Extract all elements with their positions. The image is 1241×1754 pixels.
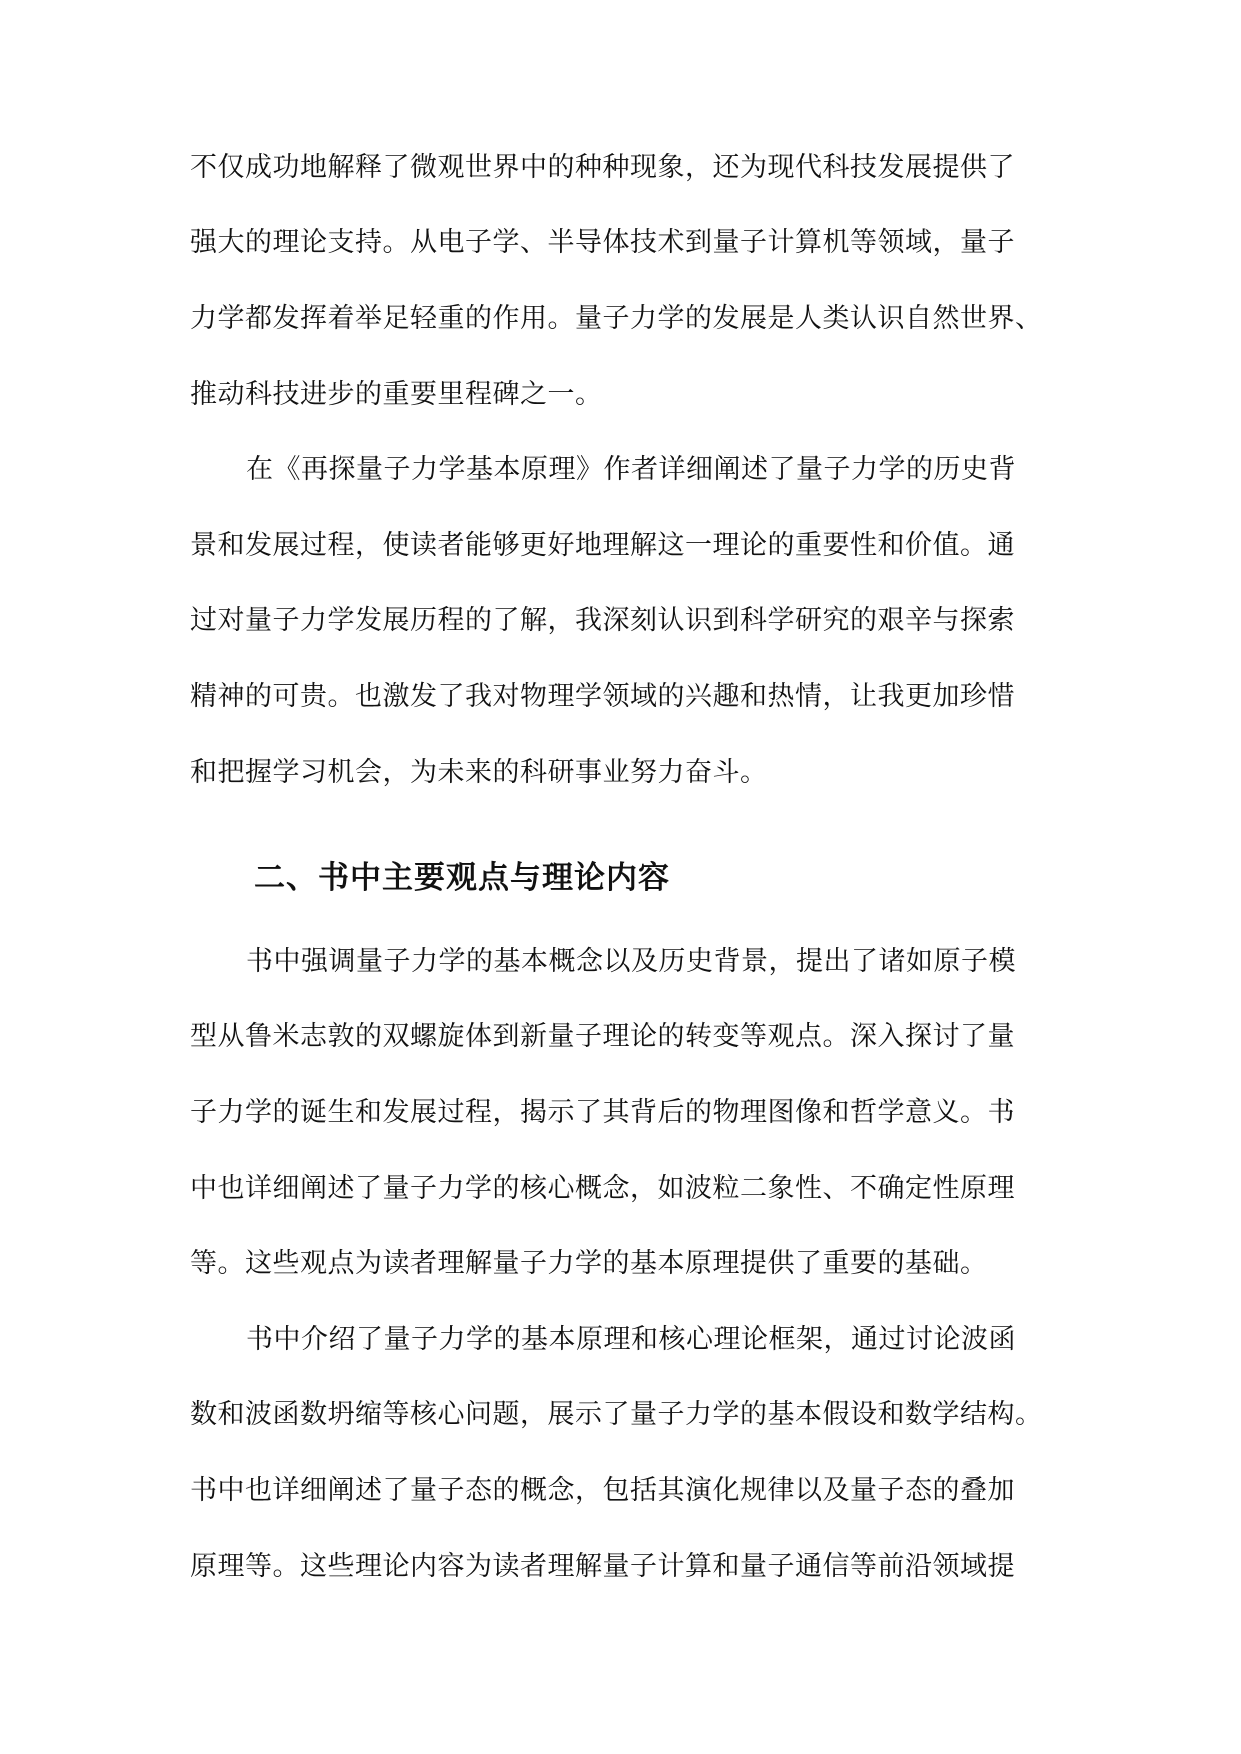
text-line: 景和发展过程，使读者能够更好地理解这一理论的重要性和价值。通 bbox=[190, 530, 1015, 561]
section-heading: 二、书中主要观点与理论内容 bbox=[254, 860, 670, 896]
text-line: 过对量子力学发展历程的了解，我深刻认识到科学研究的艰辛与探索 bbox=[190, 605, 1015, 636]
text-line: 在《再探量子力学基本原理》作者详细阐述了量子力学的历史背 bbox=[246, 454, 1016, 485]
text-line: 子力学的诞生和发展过程，揭示了其背后的物理图像和哲学意义。书 bbox=[190, 1097, 1015, 1128]
text-line: 书中强调量子力学的基本概念以及历史背景，提出了诸如原子模 bbox=[246, 946, 1016, 977]
text-line: 精神的可贵。也激发了我对物理学领域的兴趣和热情，让我更加珍惜 bbox=[190, 681, 1015, 712]
text-line: 书中介绍了量子力学的基本原理和核心理论框架，通过讨论波函 bbox=[246, 1324, 1016, 1355]
text-line: 书中也详细阐述了量子态的概念，包括其演化规律以及量子态的叠加 bbox=[190, 1475, 1015, 1506]
text-line: 强大的理论支持。从电子学、半导体技术到量子计算机等领域，量子 bbox=[190, 227, 1015, 258]
text-line: 等。这些观点为读者理解量子力学的基本原理提供了重要的基础。 bbox=[190, 1248, 988, 1279]
text-line: 不仅成功地解释了微观世界中的种种现象，还为现代科技发展提供了 bbox=[190, 152, 1015, 183]
text-line: 推动科技进步的重要里程碑之一。 bbox=[190, 379, 603, 410]
text-line: 和把握学习机会，为未来的科研事业努力奋斗。 bbox=[190, 757, 768, 788]
text-line: 力学都发挥着举足轻重的作用。量子力学的发展是人类认识自然世界、 bbox=[190, 303, 1043, 334]
text-line: 中也详细阐述了量子力学的核心概念，如波粒二象性、不确定性原理 bbox=[190, 1173, 1015, 1204]
text-line: 原理等。这些理论内容为读者理解量子计算和量子通信等前沿领域提 bbox=[190, 1551, 1015, 1582]
text-line: 型从鲁米志敦的双螺旋体到新量子理论的转变等观点。深入探讨了量 bbox=[190, 1021, 1015, 1052]
text-line: 数和波函数坍缩等核心问题，展示了量子力学的基本假设和数学结构。 bbox=[190, 1399, 1043, 1430]
